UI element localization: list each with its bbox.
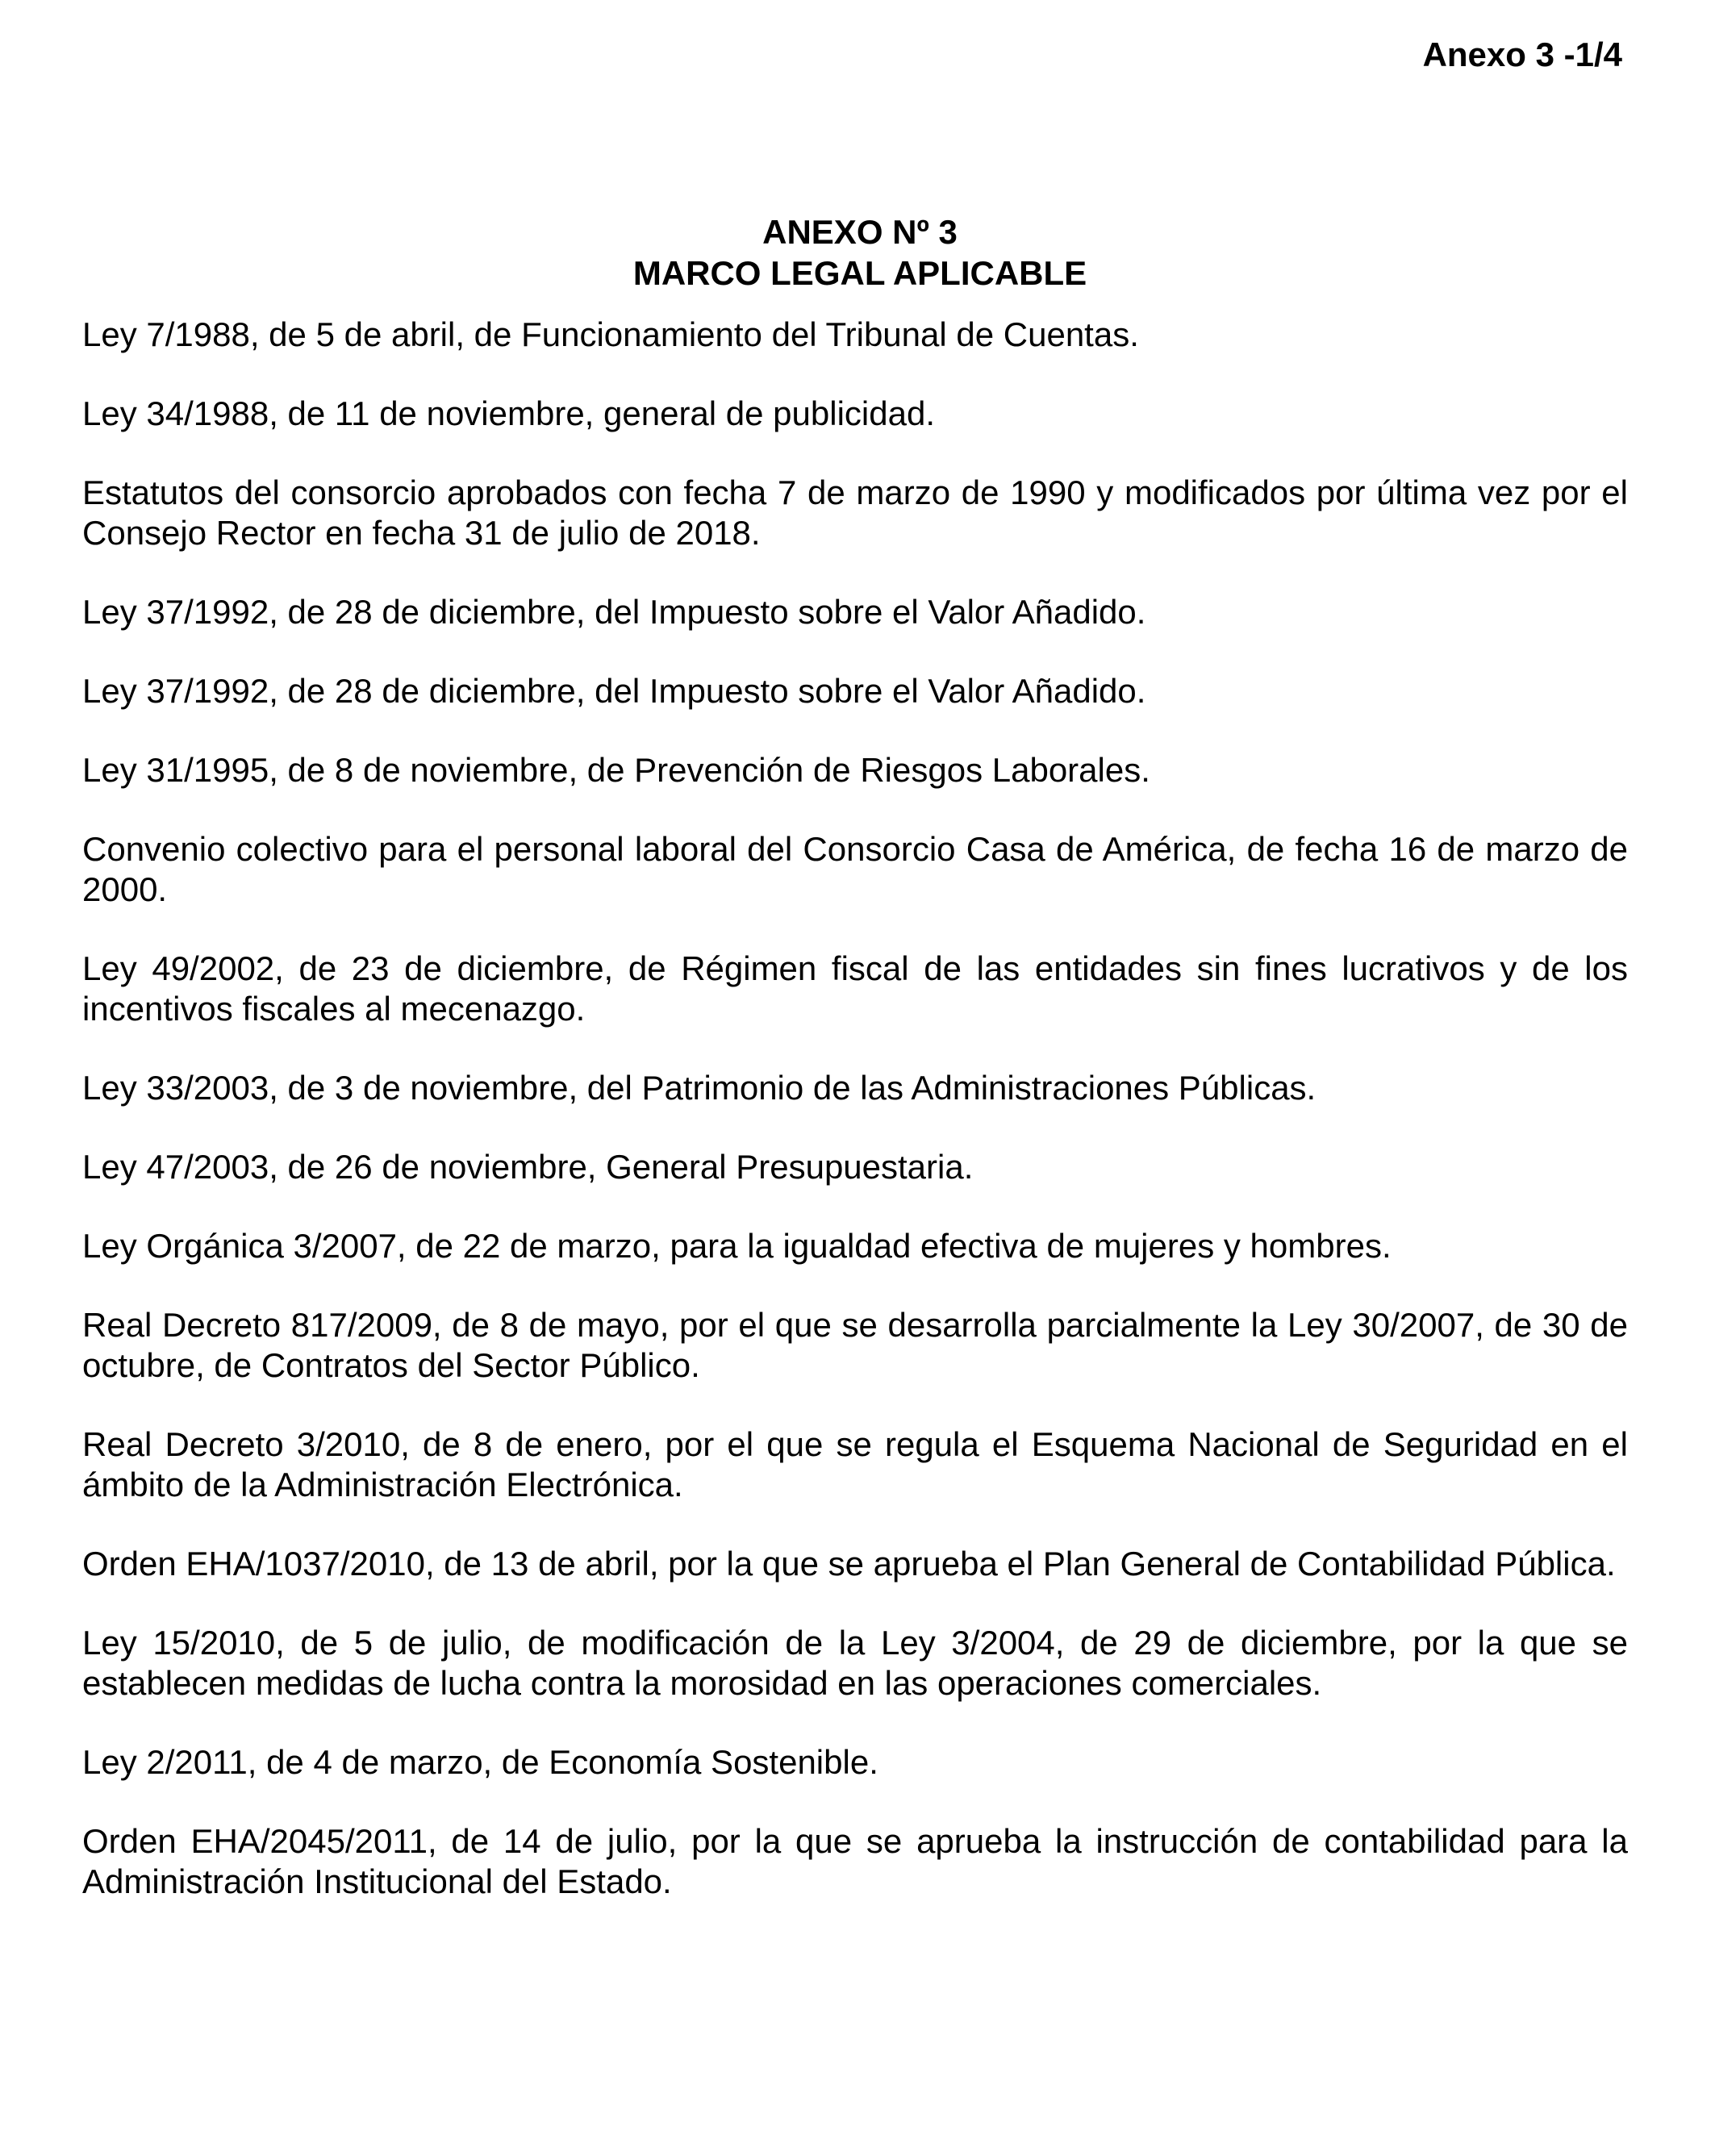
legal-reference-item: Ley 34/1988, de 11 de noviembre, general de publicidad. xyxy=(82,394,935,432)
legal-reference-item: Convenio colectivo para el personal laboral del Consorcio Casa de América, de fecha 16 de marzo de 2000. xyxy=(82,830,1628,908)
legal-reference-item: Orden EHA/2045/2011, de 14 de julio, por la que se aprueba la instrucción de contabilidad para la Administración Institucional del Estado. xyxy=(82,1822,1628,1900)
legal-reference-item: Ley 37/1992, de 28 de diciembre, del Impuesto sobre el Valor Añadido. xyxy=(82,593,1146,631)
document-title xyxy=(0,211,1715,294)
legal-reference-item: Ley 47/2003, de 26 de noviembre, General Presupuestaria. xyxy=(82,1148,974,1186)
legal-reference-item: Orden EHA/1037/2010, de 13 de abril, por la que se aprueba el Plan General de Contabilidad Pública. xyxy=(82,1545,1616,1583)
legal-reference-item: Ley 37/1992, de 28 de diciembre, del Impuesto sobre el Valor Añadido. xyxy=(82,672,1146,710)
title-line-1: ANEXO Nº 3 xyxy=(762,213,958,251)
legal-reference-item: Ley 7/1988, de 5 de abril, de Funcionamiento del Tribunal de Cuentas. xyxy=(82,315,1139,353)
legal-reference-item: Ley 49/2002, de 23 de diciembre, de Régimen fiscal de las entidades sin fines lucrativos y de los incentivos fiscales al mecenazgo. xyxy=(82,949,1628,1028)
legal-reference-item: Ley 31/1995, de 8 de noviembre, de Prevención de Riesgos Laborales. xyxy=(82,751,1150,789)
title-line-2: MARCO LEGAL APLICABLE xyxy=(632,254,1087,292)
page-reference: Anexo 3 -1/4 xyxy=(1422,35,1622,73)
legal-reference-item: Ley 15/2010, de 5 de julio, de modificación de la Ley 3/2004, de 29 de diciembre, por la que se establecen medidas de lucha contra la morosidad en las operaciones comerciales. xyxy=(82,1624,1628,1702)
legal-framework-list xyxy=(82,315,1628,1941)
legal-reference-item: Ley 2/2011, de 4 de marzo, de Economía Sostenible. xyxy=(82,1743,878,1781)
legal-reference-item: Ley Orgánica 3/2007, de 22 de marzo, para la igualdad efectiva de mujeres y hombres. xyxy=(82,1227,1392,1265)
legal-reference-item: Real Decreto 3/2010, de 8 de enero, por el que se regula el Esquema Nacional de Seguridad en el ámbito de la Administración Electrónica. xyxy=(82,1425,1628,1503)
legal-reference-item: Estatutos del consorcio aprobados con fecha 7 de marzo de 1990 y modificados por última vez por el Consejo Rector en fecha 31 de julio de 2018. xyxy=(82,473,1628,552)
legal-reference-item: Ley 33/2003, de 3 de noviembre, del Patrimonio de las Administraciones Públicas. xyxy=(82,1069,1317,1107)
legal-reference-item: Real Decreto 817/2009, de 8 de mayo, por el que se desarrolla parcialmente la Ley 30/2007, de 30 de octubre, de Contratos del Sector Público. xyxy=(82,1306,1628,1384)
